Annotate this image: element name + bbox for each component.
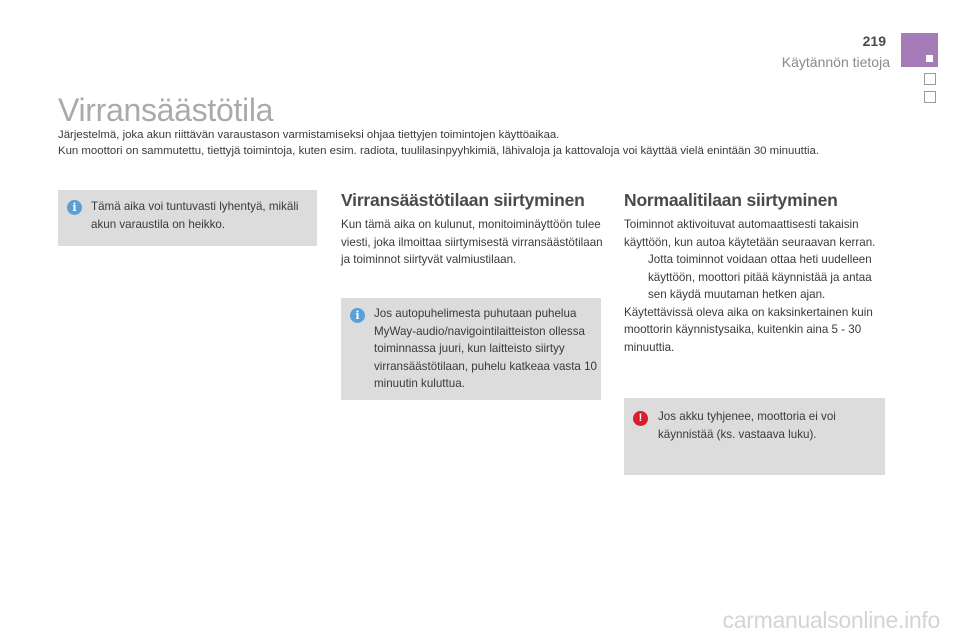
section-body: Kun tämä aika on kulunut, monitoiminäyttöön tulee viesti, joka ilmoittaa siirtymisestä virransäästötilaan ja toiminnot siirtyvät valmiustilaan.	[341, 218, 603, 266]
paragraph: Toiminnot aktivoituvat automaattisesti takaisin käyttöön, kun autoa käytetään seuraavan kerran.	[624, 218, 876, 249]
watermark: carmanualsonline.info	[722, 607, 940, 633]
section-name: Käytännön tietoja	[781, 54, 890, 70]
page-number: 219	[862, 33, 886, 49]
section-heading: Normaalitilaan siirtyminen	[624, 190, 838, 210]
bullet-text: Jotta toiminnot voidaan ottaa heti uudelleen käyttöön, moottori pitää käynnistää ja antaa sen käydä muutaman hetken ajan.	[648, 253, 872, 301]
intro-line: Järjestelmä, joka akun riittävän varaustason varmistamiseksi ohjaa tiettyjen toimintojen käyttöaikaa.	[58, 129, 560, 141]
section-heading: Virransäästötilaan siirtyminen	[341, 190, 585, 210]
chapter-tab[interactable]	[924, 91, 936, 103]
warning-note-text: Jos akku tyhjenee, moottoria ei voi käynnistää (ks. vastaava luku).	[658, 410, 836, 441]
warning-icon: !	[633, 411, 648, 426]
tab-marker-icon	[926, 55, 933, 62]
intro-text	[58, 127, 918, 159]
info-icon: i	[67, 200, 82, 215]
chapter-tab[interactable]	[924, 73, 936, 85]
info-note	[58, 190, 317, 246]
intro-line: Kun moottori on sammutettu, tiettyjä toimintoja, kuten esim. radiota, tuulilasinpyyhkimiä, lähivaloja ja kattovaloja voi käyttää vielä enintään 30 minuuttia.	[58, 145, 820, 157]
page-title: Virransäästötila	[58, 92, 274, 128]
paragraph: Käytettävissä oleva aika on kaksinkertainen kuin moottorin käynnistysaika, kuitenkin aina 5 - 30 minuuttia.	[624, 305, 873, 354]
section-body	[624, 216, 889, 356]
info-note-text: Tämä aika voi tuntuvasti lyhentyä, mikäli akun varaustila on heikko.	[91, 200, 299, 231]
bullet-arrow-icon	[624, 251, 648, 304]
info-note-text: Jos autopuhelimesta puhutaan puhelua MyWay-audio/navigointilaitteiston ollessa toiminnassa juuri, kun laitteisto siirtyy virransäästötilaan, puhelu katkeaa vasta 10 minuutin kuluttua.	[374, 307, 597, 390]
info-note	[341, 298, 601, 400]
bullet-item	[624, 251, 889, 304]
warning-note	[624, 398, 885, 475]
info-icon: i	[350, 308, 365, 323]
chapter-tab-active[interactable]	[901, 33, 938, 67]
